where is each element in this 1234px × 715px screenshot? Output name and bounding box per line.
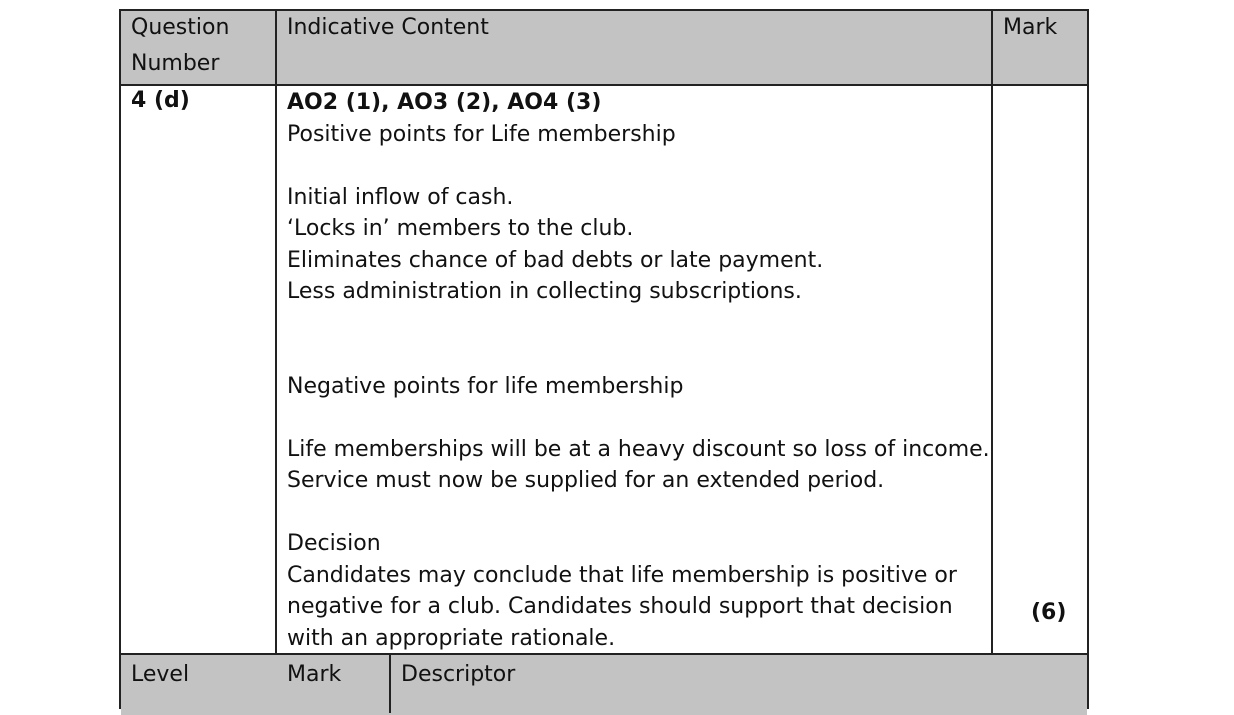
negative-point: Service must now be supplied for an extended period. <box>287 468 885 493</box>
indicative-content-cell <box>287 87 990 654</box>
positive-point: Initial inflow of cash. <box>287 184 514 210</box>
negative-point: Life memberships will be at a heavy discount so loss of income. <box>287 436 990 462</box>
next-header-mark: Mark <box>287 662 342 687</box>
negative-heading: Negative points for life membership <box>287 373 684 399</box>
column-divider-2 <box>991 11 993 653</box>
positive-heading: Positive points for Life membership <box>287 121 676 147</box>
next-header-level: Level <box>131 662 190 687</box>
positive-point: Eliminates chance of bad debts or late payment. <box>287 247 824 273</box>
decision-line: with an appropriate rationale. <box>287 625 616 651</box>
positive-point: Less administration in collecting subscriptions. <box>287 279 802 304</box>
decision-line: negative for a club. Candidates should support that decision <box>287 594 953 619</box>
question-number: 4 (d) <box>131 88 190 113</box>
table-header-row <box>121 11 1087 86</box>
positive-point: ‘Locks in’ members to the club. <box>287 216 634 241</box>
next-table-header-text <box>121 653 1087 687</box>
next-header-descriptor: Descriptor <box>401 662 516 687</box>
header-question-number: Question Number <box>131 15 230 76</box>
decision-heading: Decision <box>287 531 381 556</box>
column-divider-1 <box>275 11 277 711</box>
mark-scheme-table <box>119 9 1089 709</box>
header-mark: Mark <box>1003 15 1058 40</box>
assessment-objectives: AO2 (1), AO3 (2), AO4 (3) <box>287 90 602 115</box>
mark-value: (6) <box>1031 600 1067 625</box>
header-indicative-content: Indicative Content <box>287 15 489 40</box>
decision-line: Candidates may conclude that life membership is positive or <box>287 562 957 588</box>
